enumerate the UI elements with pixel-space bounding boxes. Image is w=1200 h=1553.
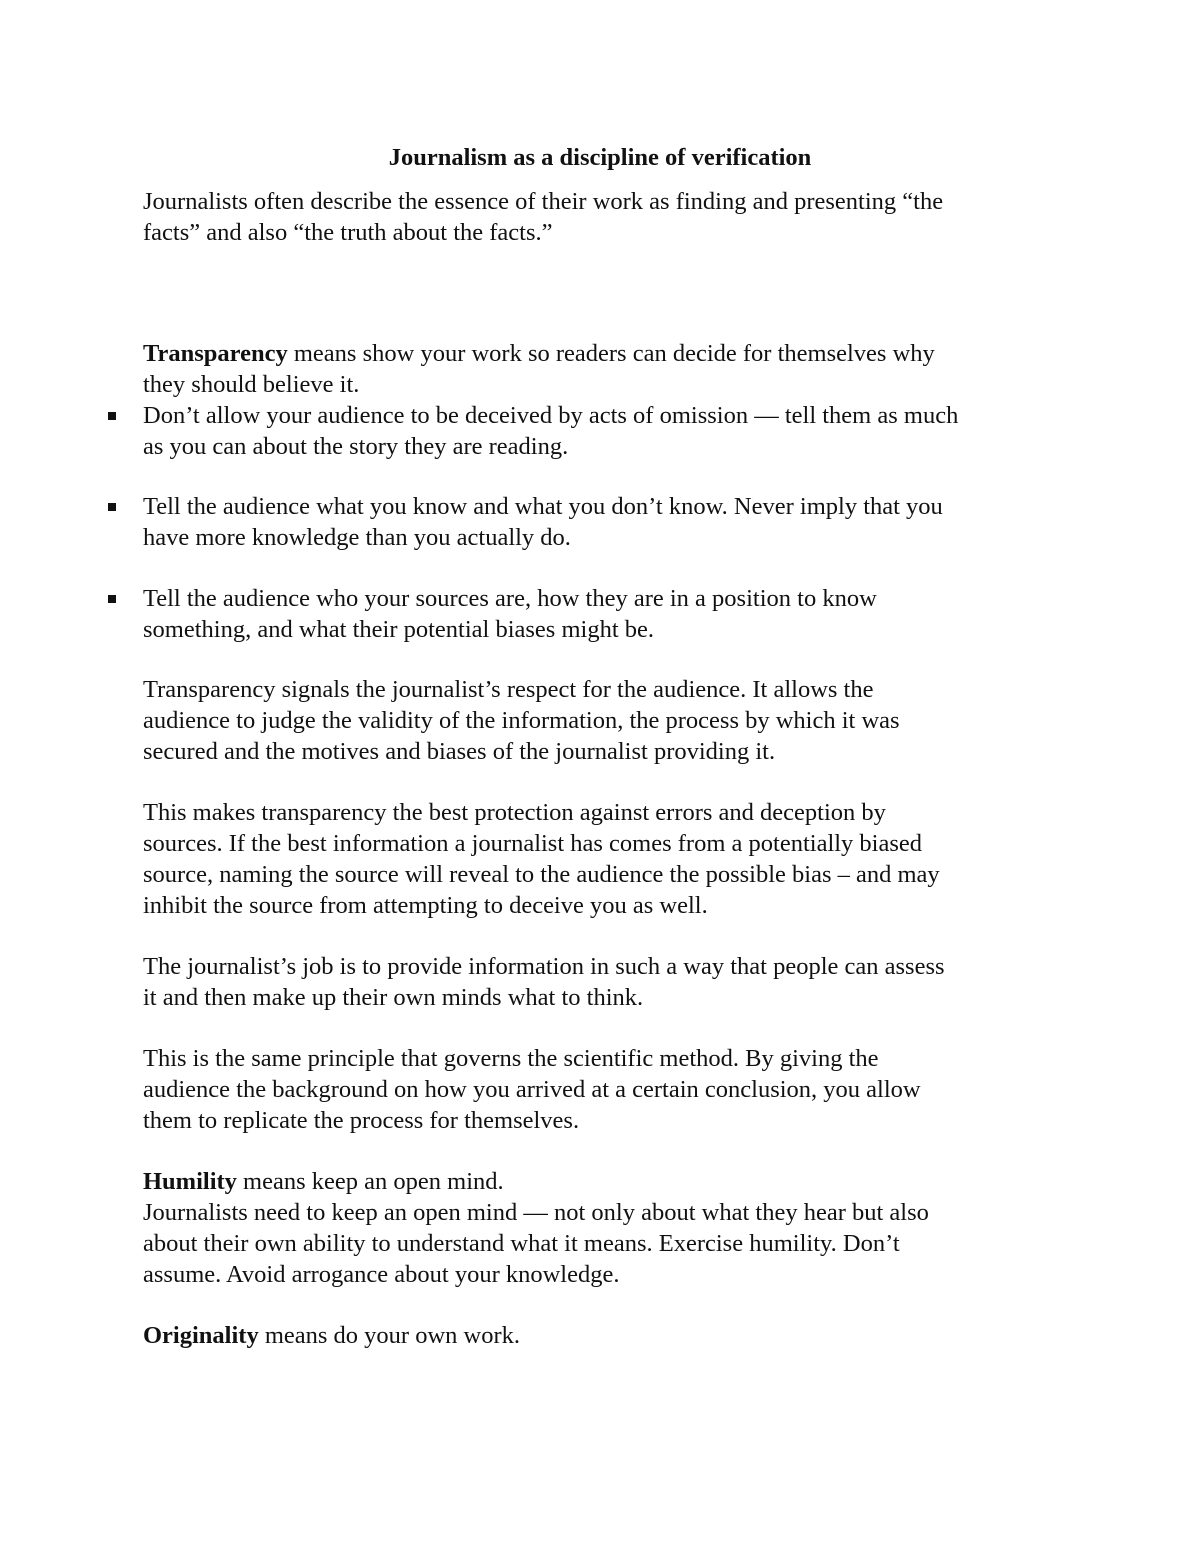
intro-line-1: Journalists often describe the essence of their work as finding and presenting “the (143, 188, 944, 215)
document-title: Journalism as a discipline of verification (388, 144, 812, 171)
signals-line-1: Transparency signals the journalist’s respect for the audience. It allows the (143, 676, 874, 703)
transparency-term: Transparency (143, 340, 288, 367)
science-line-3: them to replicate the process for themselves. (143, 1107, 580, 1134)
protection-line-2: sources. If the best information a journalist has comes from a potentially biased (143, 830, 923, 857)
bullet-3-line-1: Tell the audience who your sources are, how they are in a position to know (143, 585, 877, 612)
originality-term: Originality (143, 1322, 259, 1349)
humility-term: Humility (143, 1168, 237, 1195)
bullet-1-line-1: Don’t allow your audience to be deceived by acts of omission — tell them as much (143, 402, 959, 429)
bullet-marker-1 (108, 412, 116, 420)
humility-line-3: about their own ability to understand what it means. Exercise humility. Don’t (143, 1230, 900, 1257)
science-line-1: This is the same principle that governs the scientific method. By giving the (143, 1045, 879, 1072)
humility-definition-text: means keep an open mind. (236, 1168, 504, 1195)
protection-line-1: This makes transparency the best protection against errors and deception by (143, 799, 886, 826)
transparency-definition-line-2: they should believe it. (143, 371, 360, 398)
humility-definition (143, 1166, 504, 1197)
protection-line-4: inhibit the source from attempting to deceive you as well. (143, 892, 708, 919)
signals-line-2: audience to judge the validity of the information, the process by which it was (143, 707, 900, 734)
humility-line-4: assume. Avoid arrogance about your knowledge. (143, 1261, 620, 1288)
bullet-2-line-2: have more knowledge than you actually do. (143, 524, 571, 551)
transparency-definition-text: means show your work so readers can decide for themselves why (287, 340, 935, 367)
humility-line-2: Journalists need to keep an open mind — not only about what they hear but also (143, 1199, 929, 1226)
bullet-marker-2 (108, 503, 116, 511)
originality-definition (143, 1320, 520, 1351)
bullet-marker-3 (108, 595, 116, 603)
bullet-1-line-2: as you can about the story they are reading. (143, 433, 569, 460)
science-line-2: audience the background on how you arrived at a certain conclusion, you allow (143, 1076, 921, 1103)
intro-line-2: facts” and also “the truth about the facts.” (143, 219, 553, 246)
originality-definition-text: means do your own work. (258, 1322, 520, 1349)
bullet-2-line-1: Tell the audience what you know and what you don’t know. Never imply that you (143, 493, 943, 520)
transparency-definition (143, 338, 935, 369)
job-line-2: it and then make up their own minds what to think. (143, 984, 644, 1011)
protection-line-3: source, naming the source will reveal to the audience the possible bias – and may (143, 861, 940, 888)
job-line-1: The journalist’s job is to provide information in such a way that people can assess (143, 953, 945, 980)
signals-line-3: secured and the motives and biases of the journalist providing it. (143, 738, 776, 765)
bullet-3-line-2: something, and what their potential biases might be. (143, 616, 654, 643)
